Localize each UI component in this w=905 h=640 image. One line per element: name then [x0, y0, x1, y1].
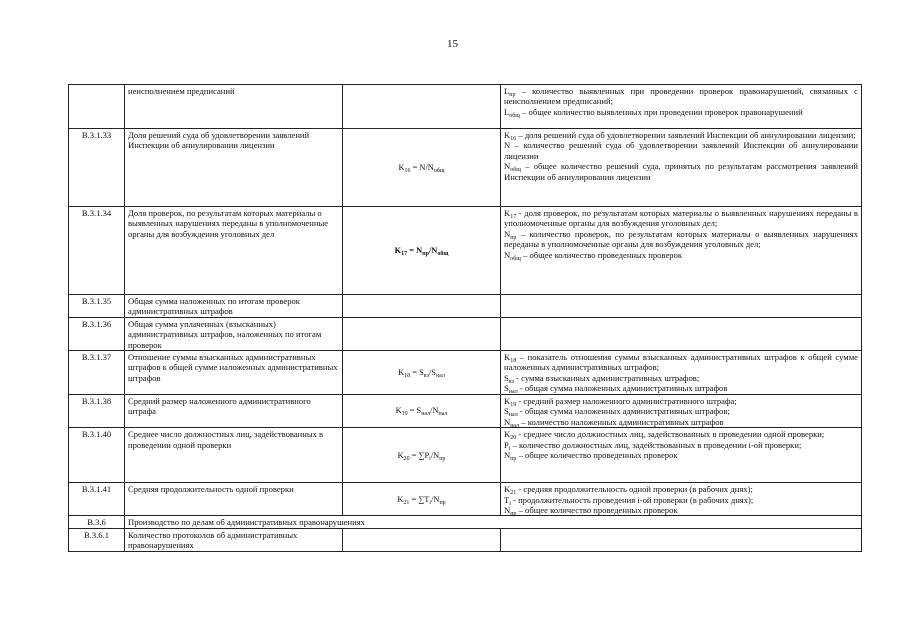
row-formula: $K_{20} = \sum P_i/N_{пр}$: [343, 428, 501, 483]
row-name: Количество протоколов об административных правонарушениях: [125, 528, 343, 551]
row-name: Доля проверок, по результатам которых материалы о выявленных нарушениях переданы в уполномоченные органы для возбуждения уголовных дел: [125, 207, 343, 295]
row-code: В.3.1.35: [69, 295, 125, 318]
table-row: [69, 428, 862, 483]
description-line: $S_{вз}$ - сумма взысканных административных штрафов;: [504, 372, 700, 385]
row-description: [501, 207, 862, 295]
row-code: В.3.1.38: [69, 395, 125, 428]
description-line: $N_{пр}$ – общее количество проведенных проверок: [504, 505, 678, 518]
row-description: [501, 483, 862, 516]
row-code: В.3.1.37: [69, 351, 125, 395]
description-line: $S_{нал}$ - общая сумма наложенных административных штрафов;: [504, 406, 730, 419]
table-row: [69, 528, 862, 551]
description-line: $P_i$ – количество должностных лиц, задействованных в проведении i-ой проверки;: [504, 439, 802, 452]
description-line: $N_{нал}$ – количество наложенных административных штрафов: [504, 416, 724, 429]
row-code: В.3.6.1: [69, 528, 125, 551]
row-code: [69, 85, 125, 129]
description-line: $K_{16}$ – доля решений суда об удовлетворении заявлений Инспекции об аннулировании лицензии;: [504, 130, 856, 142]
description-line: $N_{пр}$ – общее количество проведенных проверок: [504, 450, 678, 463]
row-formula: [343, 528, 501, 551]
description-line: $L_{общ}$ – общее количество выявленных при проведении проверок правонарушений: [504, 106, 803, 119]
row-code: В.3.1.40: [69, 428, 125, 483]
row-description: [501, 129, 862, 207]
table-row: [69, 295, 862, 318]
table-row: [69, 351, 862, 395]
table-row: [69, 317, 862, 350]
row-description: [501, 295, 862, 318]
description-line: $K_{18}$ – показатель отношения суммы взысканных административных штрафов к общей сумме наложенных административных штрафов;: [504, 352, 858, 373]
row-formula: $K_{17} = N_{пр}/N_{общ}$: [343, 207, 501, 295]
description-line: $K_{17}$ - доля проверок, по результатам которых материалы о выявленных нарушениях переданы в уполномоченные органы для возбуждения уголовных дел;: [504, 208, 858, 229]
row-name: Общая сумма наложенных по итогам проверок административных штрафов: [125, 295, 343, 318]
row-formula: $K_{16} = N/N_{общ}$: [343, 129, 501, 207]
row-name: Среднее число должностных лиц, задействованных в проведении одной проверки: [125, 428, 343, 483]
row-formula: [343, 295, 501, 318]
description-line: $K_{19}$ - средний размер наложенного административного штрафа;: [504, 396, 737, 409]
row-description: [501, 85, 862, 129]
row-name: Отношение суммы взысканных административных штрафов к общей сумме наложенных административных штрафов: [125, 351, 343, 395]
table-row: [69, 395, 862, 428]
row-code: В.3.1.34: [69, 207, 125, 295]
description-line: $T_i$ - продолжительность проведения i-ой проверки (в рабочих днях);: [504, 494, 754, 507]
description-line: $N_{общ}$ – общее количество решений суда, принятых по результатам рассмотрения заявлений Инспекции об аннулировании лицензии: [504, 161, 858, 182]
table-row: [69, 85, 862, 129]
row-description: [501, 528, 862, 551]
row-name: Средний размер наложенного административного штрафа: [125, 395, 343, 428]
row-description: [501, 428, 862, 483]
row-name: Общая сумма уплаченных (взысканных) административных штрафов, наложенных по итогам проверок: [125, 317, 343, 350]
table-row: [69, 483, 862, 516]
row-name: Средняя продолжительность одной проверки: [125, 483, 343, 516]
row-formula: [343, 85, 501, 129]
row-name: неисполнением предписаний: [125, 85, 343, 129]
row-description: [501, 351, 862, 395]
description-line: $K_{20}$ - среднее число должностных лиц, задействованных в проведении одной проверки;: [504, 429, 825, 442]
row-description: [501, 317, 862, 350]
page-number: 15: [447, 38, 458, 50]
row-formula: $K_{18} = S_{вз}/S_{нал}$: [343, 351, 501, 395]
section-title: Производство по делам об административных правонарушениях: [125, 516, 862, 528]
description-line: $S_{нал}$ - общая сумма наложенных административных штрафов: [504, 383, 728, 396]
description-line: $L_{пр}$ – количество выявленных при проведении проверок правонарушений, связанных с неисполнением предписаний;: [504, 86, 858, 107]
description-line: $K_{21}$ - средняя продолжительность одной проверки (в рабочих днях);: [504, 484, 753, 497]
description-line: $N_{общ}$ – общее количество проведенных проверок: [504, 249, 683, 262]
description-line: $N_{пр}$ – количество проверок, по результатам которых материалы о выявленных нарушениях переданы в уполномоченные органы для возбуждения уголовных дел;: [504, 228, 858, 250]
table-row: [69, 129, 862, 207]
section-row: [69, 516, 862, 528]
row-formula: $K_{21} = \sum T_i/N_{пр}$: [343, 483, 501, 516]
table-row: [69, 207, 862, 295]
indicators-table: [68, 84, 862, 552]
row-formula: $K_{19} = S_{нал}/N_{нал}$: [343, 395, 501, 428]
row-code: В.3.1.41: [69, 483, 125, 516]
row-code: В.3.1.36: [69, 317, 125, 350]
section-code: В.3.6: [69, 516, 125, 528]
row-formula: [343, 317, 501, 350]
row-description: [501, 395, 862, 428]
row-name: Доля решений суда об удовлетворении заявлений Инспекции об аннулировании лицензии: [125, 129, 343, 207]
row-code: В.3.1.33: [69, 129, 125, 207]
description-line: N – количество решений суда об удовлетворении заявлений Инспекции об аннулировании лицензии: [504, 140, 858, 161]
